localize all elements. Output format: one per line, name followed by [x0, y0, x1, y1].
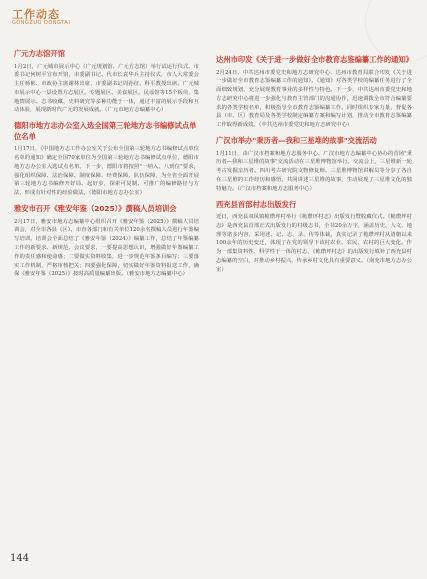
left-column [14, 49, 199, 285]
section-subtitle: GONGZUO DONGTAI [12, 20, 71, 26]
article-body: 近日，西充县双凤镇桅瓒坪村举行《桅瓒坪村志》出版发行暨收藏仪式。《桅瓒坪村志》是西充县首部正式出版发行的村级志书，全书20余万字，涵盖历史、人文、地理等诸多内容，采用述、记、志、录、传等体裁，真实记录了桅瓒坪村从清朝以来100余年的历史变迁，体现了在党的领导下该村农业、农民、农村的巨大变化。作为一部集资料性、科学性于一体的村志，《桅瓒坪村志》的出版发行填补了西充县村志编纂的空白，对推动乡村振兴、传承乡村文化具有重要意义。（南充市地方志办公室） [216, 214, 412, 273]
decorative-circle [365, 0, 427, 62]
article-body: 1月17日，《中国地方志工作办公室关于公布全国第三轮地方志书编修试点单位名单的通知》确定全国70家单位为全国第三轮地方志书编修试点单位，德阳市地方志办公室入选试点名单。下一步，德阳市将按照"一纳入、八到位"要求，强化组织保障、法治保障、制度保障、经费保障、队伍保障，为全省全面开展第三轮地方志书编修开好局、起好步，探索可复制、可推广的编修路径与方法，形成有针对性的经验做法。（德阳市地方志办公室） [14, 146, 199, 197]
article [14, 121, 199, 198]
page-number: 144 [10, 553, 30, 564]
article-body: 2月17日，雅安市地方志编纂中心组织召开《雅安年鉴（2025）》撰稿人员培训会，对全市各县（区）、市直各部门和有关单位120余名撰稿人员进行年鉴编写培训。培训会全面总结了《雅安年鉴（2024）》编纂工作，总结了年鉴编纂工作的新要求、新规范。会议要求，一要提高思想认识，增强做好年鉴编纂工作的责任感和使命感；二要做实资料收集，进一步规范年鉴条目编写；三要落实工作机制，严格审核把关；四要强化保障，切实做好年鉴资料报送工作，确保《雅安年鉴（2025）》按时高质量编纂出版。（雅安市地方志编纂中心） [14, 218, 199, 278]
article-title: 西充县首部村志出版发行 [216, 199, 297, 209]
article-title: 德阳市地方志办公室入选全国第三轮地方志书编修试点单位名单 [14, 121, 197, 141]
article [216, 136, 412, 193]
article [14, 204, 199, 279]
right-column [216, 55, 412, 281]
article-title: 达州市印发《关于进一步做好全市教育志鉴编纂工作的通知》 [216, 55, 414, 64]
article [216, 200, 412, 275]
section-title: 工作动态 [12, 8, 60, 21]
article-title: 广汉市举办"秉历者—我和三星堆的故事"交流活动 [216, 136, 377, 146]
article [14, 49, 199, 115]
article [216, 55, 412, 130]
article-body: 2月24日，中共达州市委党史和地方志研究中心、达州市教育局联合印发《关于进一步做好全市教育志鉴编纂工作的通知》。《通知》对各类学校的编纂任务进行了全面细致规划，充分展现教育事业的多样性与特色。下一步，中共达州市委党史和地方志研究中心将进一步强化与教育主管部门的沟通协作，迅速调拨全市符合编纂要求的各类学校名单，积极指导全市教育志鉴编纂工作。同时组织专家力量，督促各县（市、区）教育局及各类学校制定编纂方案和编写计划，推动全市教育志鉴编纂工作取得新成效。（中共达州市委党史和地方志研究中心） [216, 69, 412, 129]
article-title: 雅安市召开《雅安年鉴（2025）》撰稿人员培训会 [14, 204, 177, 214]
article-body: 1月2日，广元城市展示中心（广元规划馆、广元方志馆）举行试运行仪式。市委书记何树平宣布开馆，市委副书记、代市长袁华兵主持仪式，市人大常委会主任杨彬、市政协主席谢林出席，市委副书记周孙征、科平教授出席。广元城市展示中心一层设置方志展区、专题展区、美食展区、民谣馆等15个板块，集地情展示、志书收藏、史料研究等多种功能于一体，通过丰富的展示手段和互动体验，展现新时代广元的发展成就。（广元市地方志编纂中心） [14, 63, 199, 114]
article-title: 广元方志馆开馆 [14, 49, 66, 58]
article-body: 1月11日，由广汉市档案和地方志服务中心、广汉市地方志编纂中心协办的首场"秉历者—我和三星堆的故事"交流活动在三星堆博物馆举行。交流会上，三星堆新一轮考古发掘亲历者、四川考古研究院文物修复师、三星堆博物馆讲解员等分享了各自在三星堆的工作经历和感悟，共同讲述三星堆的故事，生动展现了三星堆文化的独特魅力。（广汉市档案和地方志服务中心） [216, 150, 412, 192]
